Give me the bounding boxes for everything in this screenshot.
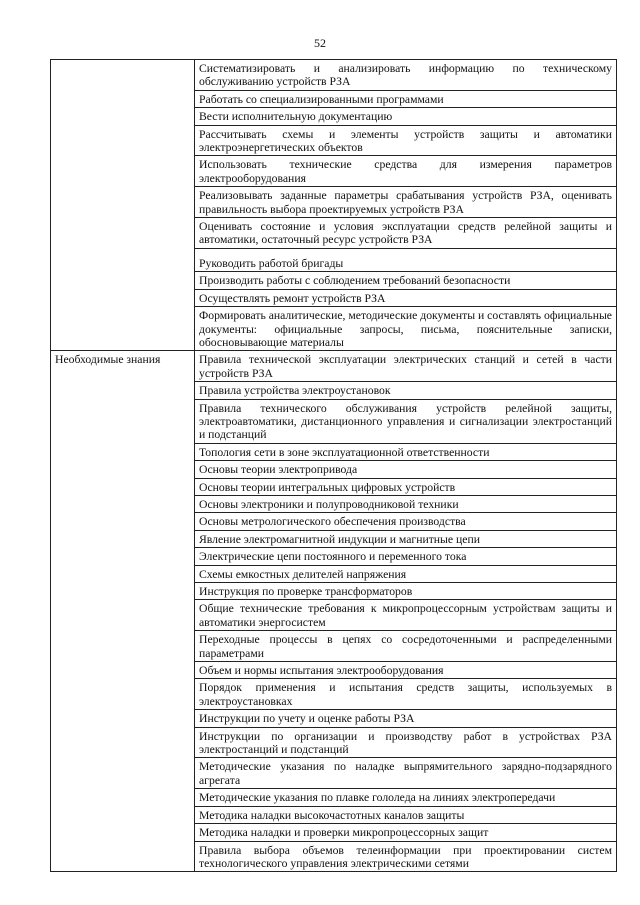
table-cell-item: Использовать технические средства для измерения параметров электрооборудования	[195, 156, 617, 187]
table-cell-item: Основы электроники и полупроводниковой техники	[195, 495, 617, 512]
table-cell-item: Методические указания по наладке выпрямительного зарядно-подзарядного агрегата	[195, 758, 617, 789]
table-cell-item: Основы метрологического обеспечения производства	[195, 513, 617, 530]
page-number: 52	[314, 36, 326, 50]
table-cell-item: Переходные процессы в цепях со сосредоточенными и распределенными параметрами	[195, 631, 617, 662]
table-cell-item: Систематизировать и анализировать информацию по техническому обслуживанию устройств РЗА	[195, 60, 617, 91]
table-cell-item: Инструкции по учету и оценке работы РЗА	[195, 710, 617, 727]
table-cell-item: Порядок применения и испытания средств защиты, используемых в электроустановках	[195, 679, 617, 710]
table-cell-item: Правила устройства электроустановок	[195, 382, 617, 399]
table-cell-item: Инструкции по организации и производству работ в устройствах РЗА электростанций и подстанций	[195, 727, 617, 758]
table-cell-item: Общие технические требования к микропроцессорным устройствам защиты и автоматики энергосистем	[195, 600, 617, 631]
table-cell-item: Электрические цепи постоянного и переменного тока	[195, 548, 617, 565]
competency-table	[50, 59, 617, 872]
table-cell-item: Руководить работой бригады	[195, 248, 617, 271]
table-cell-item: Основы теории интегральных цифровых устройств	[195, 478, 617, 495]
table-cell-item: Рассчитывать схемы и элементы устройств защиты и автоматики электроэнергетических объектов	[195, 125, 617, 156]
table-cell-item: Инструкция по проверке трансформаторов	[195, 583, 617, 600]
table-body	[51, 60, 617, 872]
table-cell-item: Методика наладки и проверки микропроцессорных защит	[195, 824, 617, 841]
table-cell-item: Правила выбора объемов телеинформации при проектировании систем технологического управления электрическими сетями	[195, 841, 617, 872]
table-cell-item: Оценивать состояние и условия эксплуатации средств релейной защиты и автоматики, остаточный ресурс устройств РЗА	[195, 218, 617, 249]
row-label-empty	[51, 60, 195, 351]
table-cell-item: Реализовывать заданные параметры срабатывания устройств РЗА, оценивать правильность выбора проектируемых устройств РЗА	[195, 187, 617, 218]
table-cell-item: Производить работы с соблюдением требований безопасности	[195, 272, 617, 289]
table-cell-item: Схемы емкостных делителей напряжения	[195, 565, 617, 582]
table-row	[51, 351, 617, 382]
table-cell-item: Формировать аналитические, методические документы и составлять официальные документы: официальные запросы, письма, пояснительные записки, обосновывающие материалы	[195, 307, 617, 351]
table-cell-item: Вести исполнительную документацию	[195, 108, 617, 125]
table-cell-item: Топология сети в зоне эксплуатационной ответственности	[195, 443, 617, 460]
table-cell-item: Явление электромагнитной индукции и магнитные цепи	[195, 530, 617, 547]
table-row	[51, 60, 617, 91]
table-cell-item: Объем и нормы испытания электрооборудования	[195, 662, 617, 679]
table-cell-item: Основы теории электропривода	[195, 461, 617, 478]
table-cell-item: Методика наладки высокочастотных каналов защиты	[195, 806, 617, 823]
table-cell-item: Правила технической эксплуатации электрических станций и сетей в части устройств РЗА	[195, 351, 617, 382]
table-cell-item: Методические указания по плавке гололеда на линиях электропередачи	[195, 789, 617, 806]
table-cell-item: Осуществлять ремонт устройств РЗА	[195, 289, 617, 306]
table-cell-item: Работать со специализированными программами	[195, 90, 617, 107]
table-cell-item: Правила технического обслуживания устройств релейной защиты, электроавтоматики, дистанционного управления и сигнализации электростанций и подстанций	[195, 399, 617, 443]
row-label-knowledge: Необходимые знания	[51, 351, 195, 872]
